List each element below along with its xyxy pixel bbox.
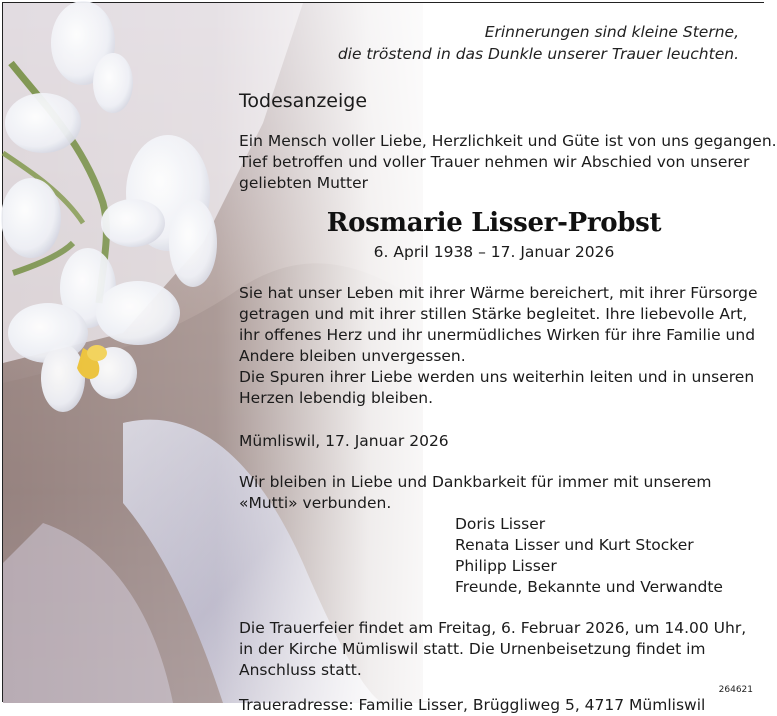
quote-line-1: Erinnerungen sind kleine Sterne, [484, 23, 739, 41]
notice-body [239, 89, 777, 716]
life-dates: 6. April 1938 – 17. Januar 2026 [373, 243, 615, 261]
tribute-paragraph [239, 283, 758, 409]
mourners-list [455, 514, 749, 598]
closing-line: Wir bleiben in Liebe und Dankbarkeit für immer mit unserem [239, 473, 712, 491]
mourner: Freunde, Bekannte und Verwandte [455, 578, 723, 596]
mourning-address: Traueradresse: Familie Lisser, Brüggliweg 5, 4717 Mümliswil [239, 696, 706, 714]
deceased-name: Rosmarie Lisser-Probst [326, 208, 662, 238]
tribute-line: Herzen lebendig bleiben. [239, 389, 434, 407]
tribute-line: Die Spuren ihrer Liebe werden uns weiterhin leiten und in unseren [239, 368, 755, 386]
tribute-line: Sie hat unser Leben mit ihrer Wärme bereichert, mit ihrer Fürsorge [239, 284, 758, 302]
ceremony-info [239, 618, 749, 681]
quote-line-2: die tröstend in das Dunkle unserer Trauer leuchten. [337, 45, 739, 63]
tribute-line: ihr offenes Herz und ihr unermüdliches Wirken für ihre Familie und [239, 326, 756, 344]
intro-line: geliebten Mutter [239, 174, 368, 192]
notice-heading: Todesanzeige [239, 90, 368, 112]
tribute-line: Andere bleiben unvergessen. [239, 347, 466, 365]
closing-line: «Mutti» verbunden. [239, 494, 392, 512]
tribute-line: getragen und mit ihrer stillen Stärke begleitet. Ihre liebevolle Art, [239, 305, 748, 323]
ceremony-line: Die Trauerfeier findet am Freitag, 6. Februar 2026, um 14.00 Uhr, [239, 619, 747, 637]
place-and-date: Mümliswil, 17. Januar 2026 [239, 432, 449, 450]
reference-number: 264621 [718, 685, 753, 695]
ceremony-line: Anschluss statt. [239, 661, 362, 679]
mourner: Doris Lisser [455, 515, 546, 533]
ceremony-line: in der Kirche Mümliswil statt. Die Urnenbeisetzung findet im [239, 640, 706, 658]
intro-line: Tief betroffen und voller Trauer nehmen wir Abschied von unserer [239, 153, 750, 171]
closing-paragraph [239, 472, 749, 514]
mourner: Philipp Lisser [455, 557, 557, 575]
intro-paragraph [239, 131, 777, 194]
obituary-notice [2, 2, 777, 714]
mourner: Renata Lisser und Kurt Stocker [455, 536, 694, 554]
epigraph-quote [219, 21, 739, 65]
intro-line: Ein Mensch voller Liebe, Herzlichkeit und Güte ist von uns gegangen. [239, 132, 777, 150]
